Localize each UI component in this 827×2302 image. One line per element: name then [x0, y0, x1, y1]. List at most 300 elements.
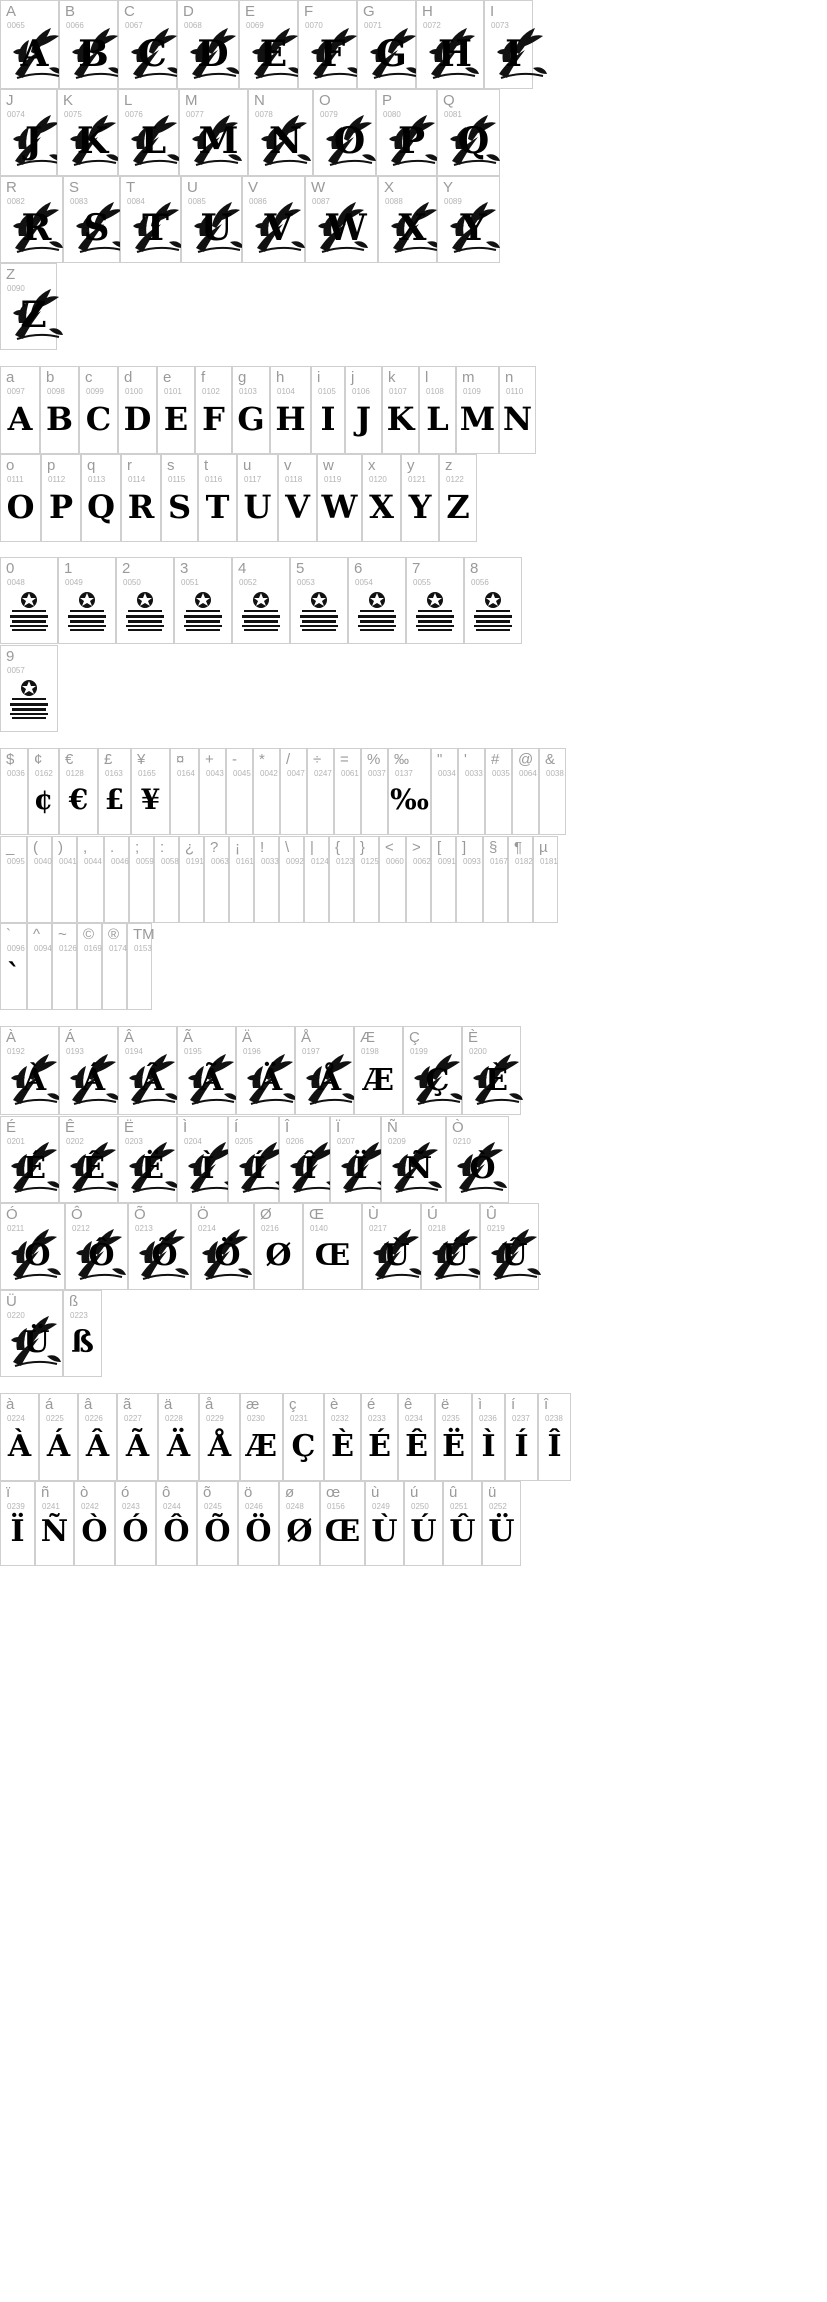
glyph-code: 0067 [125, 21, 143, 30]
glyph-cell-0098[interactable] [40, 366, 79, 454]
glyph-cell-0236[interactable] [472, 1393, 505, 1481]
glyph-code: 0047 [287, 769, 305, 778]
glyph-label: X [384, 179, 395, 196]
glyph-code: 0122 [446, 475, 464, 484]
glyph-cell-0231[interactable] [283, 1393, 324, 1481]
glyph-preview: Ä [258, 1063, 283, 1098]
glyph-cell-0048[interactable] [0, 557, 58, 644]
glyph-label: V [248, 179, 259, 196]
glyph-label: Ë [124, 1119, 135, 1136]
glyph-cell-0205[interactable] [228, 1116, 279, 1203]
glyph-code: 0182 [515, 857, 533, 866]
glyph-preview: O [6, 488, 35, 526]
glyph-cell-0161[interactable] [229, 836, 254, 923]
glyph-cell-0229[interactable] [199, 1393, 240, 1481]
glyph-cell-0232[interactable] [324, 1393, 361, 1481]
glyph-preview: ‰ [390, 783, 429, 816]
glyph-cell-0096[interactable] [0, 923, 27, 1010]
glyph-cell-0199[interactable] [403, 1026, 462, 1115]
glyph-cell-0181[interactable] [533, 836, 558, 923]
glyph-cell-0212[interactable] [65, 1203, 128, 1290]
glyph-cell-0234[interactable] [398, 1393, 435, 1481]
glyph-label: ¿ [185, 839, 195, 856]
glyph-code: 0124 [311, 857, 329, 866]
glyph-preview: J [355, 400, 372, 438]
glyph-cell-0219[interactable] [480, 1203, 539, 1290]
glyph-cell-0126[interactable] [52, 923, 77, 1010]
glyph-cell-0195[interactable] [177, 1026, 236, 1115]
glyph-cell-0252[interactable] [482, 1481, 521, 1566]
glyph-cell-0099[interactable] [79, 366, 118, 454]
glyph-label: ! [260, 839, 265, 856]
glyph-cell-0228[interactable] [158, 1393, 199, 1481]
glyph-cell-0033[interactable] [254, 836, 279, 923]
glyph-cell-0063[interactable] [204, 836, 229, 923]
glyph-cell-0064[interactable] [512, 748, 539, 835]
glyph-cell-0109[interactable] [456, 366, 499, 454]
glyph-label: ‰ [394, 751, 409, 768]
glyph-code: 0234 [405, 1414, 423, 1423]
glyph-label: = [340, 751, 349, 768]
glyph-label: i [317, 369, 321, 386]
glyph-preview: À [7, 1429, 32, 1464]
glyph-cell-0043[interactable] [199, 748, 226, 835]
glyph-cell-0194[interactable] [118, 1026, 177, 1115]
glyph-code: 0075 [64, 110, 82, 119]
glyph-code: 0066 [66, 21, 84, 30]
glyph-code: 0112 [48, 475, 66, 484]
glyph-label: ® [108, 926, 120, 943]
glyph-cell-0213[interactable] [128, 1203, 191, 1290]
glyph-cell-0203[interactable] [118, 1116, 177, 1203]
glyph-preview: D [197, 33, 229, 75]
glyph-label: é [367, 1396, 376, 1413]
glyph-cell-0121[interactable] [401, 454, 439, 542]
glyph-cell-0056[interactable] [464, 557, 522, 644]
glyph-code: 0205 [235, 1137, 253, 1146]
glyph-preview: S [83, 207, 110, 249]
glyph-cell-0198[interactable] [354, 1026, 403, 1115]
glyph-preview: À [22, 1063, 47, 1098]
glyph-cell-0249[interactable] [365, 1481, 404, 1566]
glyph-code: 0045 [233, 769, 251, 778]
glyph-code: 0201 [7, 1137, 25, 1146]
glyph-code: 0046 [111, 857, 129, 866]
glyph-cell-0112[interactable] [41, 454, 81, 542]
glyph-preview: S [167, 488, 192, 526]
glyph-cell-0211[interactable] [0, 1203, 65, 1290]
glyph-cell-0107[interactable] [382, 366, 419, 454]
glyph-cell-0053[interactable] [290, 557, 348, 644]
glyph-cell-0125[interactable] [354, 836, 379, 923]
glyph-cell-0060[interactable] [379, 836, 406, 923]
glyph-cell-0087[interactable] [305, 176, 378, 263]
glyph-cell-0059[interactable] [129, 836, 154, 923]
glyph-label: " [437, 751, 443, 768]
glyph-cell-0162[interactable] [28, 748, 59, 835]
glyph-preview: E [163, 400, 189, 438]
glyph-cell-0097[interactable] [0, 366, 40, 454]
glyph-code: 0044 [84, 857, 102, 866]
glyph-cell-0052[interactable] [232, 557, 290, 644]
glyph-cell-0248[interactable] [279, 1481, 320, 1566]
glyph-cell-0067[interactable] [118, 0, 177, 89]
glyph-cell-0082[interactable] [0, 176, 63, 263]
glyph-preview: È [485, 1063, 508, 1098]
glyph-cell-0216[interactable] [254, 1203, 303, 1290]
glyph-code: 0118 [285, 475, 303, 484]
glyph-preview: Ø [286, 1514, 313, 1549]
glyph-preview: € [68, 783, 89, 816]
glyph-preview: Á [46, 1429, 71, 1464]
glyph-code: 0062 [413, 857, 431, 866]
glyph-cell-0046[interactable] [104, 836, 129, 923]
glyph-cell-0243[interactable] [115, 1481, 156, 1566]
glyph-cell-0066[interactable] [59, 0, 118, 89]
glyph-cell-0062[interactable] [406, 836, 431, 923]
glyph-preview: È [331, 1429, 354, 1464]
glyph-code: 0123 [336, 857, 354, 866]
glyph-label: 5 [296, 560, 305, 577]
glyph-code: 0213 [135, 1224, 153, 1233]
glyph-cell-0220[interactable] [0, 1290, 63, 1377]
glyph-code: 0236 [479, 1414, 497, 1423]
glyph-cell-0114[interactable] [121, 454, 161, 542]
glyph-cell-0241[interactable] [35, 1481, 74, 1566]
glyph-code: 0218 [428, 1224, 446, 1233]
glyph-cell-0047[interactable] [280, 748, 307, 835]
glyph-label: Â [124, 1029, 135, 1046]
glyph-label: x [368, 457, 376, 474]
glyph-cell-0061[interactable] [334, 748, 361, 835]
glyph-code: 0117 [244, 475, 262, 484]
glyph-cell-0093[interactable] [456, 836, 483, 923]
glyph-code: 0037 [368, 769, 386, 778]
glyph-cell-0226[interactable] [78, 1393, 117, 1481]
glyph-label: ø [285, 1484, 295, 1501]
glyph-label: Ü [6, 1293, 17, 1310]
glyph-cell-0110[interactable] [499, 366, 536, 454]
glyph-label: % [367, 751, 381, 768]
glyph-preview: Ê [405, 1429, 428, 1464]
glyph-cell-0054[interactable] [348, 557, 406, 644]
glyph-code: 0100 [125, 387, 143, 396]
glyph-cell-0045[interactable] [226, 748, 253, 835]
glyph-cell-0104[interactable] [270, 366, 311, 454]
glyph-code: 0119 [324, 475, 342, 484]
glyph-preview: Q [457, 120, 490, 162]
glyph-cell-0182[interactable] [508, 836, 533, 923]
glyph-cell-0108[interactable] [419, 366, 456, 454]
glyph-cell-0044[interactable] [77, 836, 104, 923]
glyph-cell-0204[interactable] [177, 1116, 228, 1203]
glyph-cell-0115[interactable] [161, 454, 198, 542]
glyph-cell-0092[interactable] [279, 836, 304, 923]
glyph-cell-0070[interactable] [298, 0, 357, 89]
glyph-preview [1, 679, 57, 723]
glyph-cell-0202[interactable] [59, 1116, 118, 1203]
glyph-code: 0101 [164, 387, 182, 396]
glyph-label: t [204, 457, 209, 474]
glyph-cell-0033[interactable] [458, 748, 485, 835]
glyph-label: Ñ [387, 1119, 398, 1136]
glyph-cell-0086[interactable] [242, 176, 305, 263]
glyph-cell-0100[interactable] [118, 366, 157, 454]
glyph-cell-0040[interactable] [27, 836, 52, 923]
glyph-cell-0084[interactable] [120, 176, 181, 263]
glyph-cell-0076[interactable] [118, 89, 179, 176]
glyph-cell-0223[interactable] [63, 1290, 102, 1377]
glyph-label: 6 [354, 560, 363, 577]
glyph-cell-0034[interactable] [431, 748, 458, 835]
glyph-code: 0195 [184, 1047, 202, 1056]
glyph-cell-0095[interactable] [0, 836, 27, 923]
glyph-preview: Ú [442, 1238, 469, 1273]
glyph-cell-0140[interactable] [303, 1203, 362, 1290]
glyph-cell-0237[interactable] [505, 1393, 538, 1481]
glyph-cell-0090[interactable] [0, 263, 57, 350]
glyph-label: Î [285, 1119, 290, 1136]
glyph-code: 0137 [395, 769, 413, 778]
glyph-code: 0230 [247, 1414, 265, 1423]
glyph-cell-0117[interactable] [237, 454, 278, 542]
glyph-label: O [319, 92, 331, 109]
glyph-cell-0120[interactable] [362, 454, 401, 542]
glyph-cell-0193[interactable] [59, 1026, 118, 1115]
glyph-label: } [360, 839, 366, 856]
glyph-code: 0246 [245, 1502, 263, 1511]
glyph-cell-0103[interactable] [232, 366, 270, 454]
glyph-cell-0201[interactable] [0, 1116, 59, 1203]
glyph-label: S [69, 179, 80, 196]
glyph-preview: P [397, 120, 426, 162]
glyph-cell-0210[interactable] [446, 1116, 509, 1203]
glyph-cell-0239[interactable] [0, 1481, 35, 1566]
glyph-label: 0 [6, 560, 15, 577]
glyph-preview: Ñ [404, 1151, 433, 1186]
glyph-cell-0123[interactable] [329, 836, 354, 923]
glyph-code: 0153 [134, 944, 152, 953]
glyph-cell-0049[interactable] [58, 557, 116, 644]
glyph-label: K [63, 92, 74, 109]
glyph-preview: Ë [442, 1429, 465, 1464]
glyph-cell-0156[interactable] [320, 1481, 365, 1566]
glyph-label: ¢ [34, 751, 43, 768]
glyph-cell-0091[interactable] [431, 836, 456, 923]
glyph-label: & [545, 751, 556, 768]
glyph-preview: Ê [82, 1151, 105, 1186]
glyph-cell-0113[interactable] [81, 454, 121, 542]
glyph-cell-0233[interactable] [361, 1393, 398, 1481]
glyph-label: | [310, 839, 314, 856]
glyph-code: 0163 [105, 769, 123, 778]
glyph-cell-0192[interactable] [0, 1026, 59, 1115]
glyph-cell-0069[interactable] [239, 0, 298, 89]
glyph-cell-0200[interactable] [462, 1026, 521, 1115]
glyph-preview: N [269, 120, 302, 162]
glyph-cell-0102[interactable] [195, 366, 232, 454]
glyph-cell-0083[interactable] [63, 176, 120, 263]
star-badge-icon [64, 591, 110, 635]
glyph-cell-0238[interactable] [538, 1393, 571, 1481]
glyph-label: @ [518, 751, 534, 768]
glyph-label: + [205, 751, 214, 768]
glyph-cell-0080[interactable] [376, 89, 437, 176]
glyph-code: 0089 [444, 197, 462, 206]
glyph-cell-0075[interactable] [57, 89, 118, 176]
glyph-cell-0041[interactable] [52, 836, 77, 923]
glyph-cell-0207[interactable] [330, 1116, 381, 1203]
glyph-preview: Ö [214, 1238, 241, 1273]
glyph-cell-0246[interactable] [238, 1481, 279, 1566]
glyph-label: ß [69, 1293, 79, 1310]
glyph-cell-0167[interactable] [483, 836, 508, 923]
glyph-cell-0235[interactable] [435, 1393, 472, 1481]
glyph-code: 0114 [128, 475, 146, 484]
glyph-preview: Û [501, 1238, 528, 1273]
glyph-cell-0073[interactable] [484, 0, 533, 89]
glyph-label: m [462, 369, 475, 386]
glyph-cell-0051[interactable] [174, 557, 232, 644]
glyph-cell-0068[interactable] [177, 0, 239, 89]
glyph-label: D [183, 3, 194, 20]
glyph-cell-0085[interactable] [181, 176, 242, 263]
glyph-label: í [511, 1396, 516, 1413]
glyph-cell-0250[interactable] [404, 1481, 443, 1566]
glyph-label: Ã [183, 1029, 194, 1046]
glyph-cell-0116[interactable] [198, 454, 237, 542]
glyph-cell-0094[interactable] [27, 923, 52, 1010]
glyph-cell-0244[interactable] [156, 1481, 197, 1566]
glyph-cell-0058[interactable] [154, 836, 179, 923]
glyph-cell-0037[interactable] [361, 748, 388, 835]
glyph-label: à [6, 1396, 15, 1413]
glyph-cell-0050[interactable] [116, 557, 174, 644]
glyph-preview: Ú [410, 1514, 437, 1549]
glyph-preview: C [85, 400, 112, 438]
star-badge-icon [296, 591, 342, 635]
glyph-cell-0242[interactable] [74, 1481, 115, 1566]
glyph-cell-0088[interactable] [378, 176, 437, 263]
glyph-preview: Y [460, 207, 487, 249]
glyph-cell-0218[interactable] [421, 1203, 480, 1290]
glyph-cell-0206[interactable] [279, 1116, 330, 1203]
glyph-cell-0122[interactable] [439, 454, 477, 542]
glyph-cell-0191[interactable] [179, 836, 204, 923]
glyph-cell-0074[interactable] [0, 89, 57, 176]
glyph-cell-0224[interactable] [0, 1393, 39, 1481]
glyph-cell-0079[interactable] [313, 89, 376, 176]
glyph-cell-0055[interactable] [406, 557, 464, 644]
glyph-cell-0106[interactable] [345, 366, 382, 454]
glyph-cell-0251[interactable] [443, 1481, 482, 1566]
glyph-preview: Z [446, 488, 470, 526]
glyph-label: â [84, 1396, 93, 1413]
glyph-cell-0247[interactable] [307, 748, 334, 835]
glyph-preview: Û [449, 1514, 476, 1549]
glyph-cell-0209[interactable] [381, 1116, 446, 1203]
glyph-cell-0065[interactable] [0, 0, 59, 89]
star-badge-icon [470, 591, 516, 635]
glyph-cell-0225[interactable] [39, 1393, 78, 1481]
glyph-cell-0072[interactable] [416, 0, 484, 89]
glyph-cell-0245[interactable] [197, 1481, 238, 1566]
glyph-code: 0093 [463, 857, 481, 866]
glyph-cell-0163[interactable] [98, 748, 131, 835]
glyph-cell-0124[interactable] [304, 836, 329, 923]
glyph-cell-0035[interactable] [485, 748, 512, 835]
glyph-cell-0214[interactable] [191, 1203, 254, 1290]
glyph-label: ó [121, 1484, 130, 1501]
glyph-label: g [238, 369, 247, 386]
glyph-preview: M [459, 400, 496, 438]
glyph-label: 7 [412, 560, 421, 577]
glyph-cell-0089[interactable] [437, 176, 500, 263]
glyph-code: 0080 [383, 110, 401, 119]
glyph-cell-0081[interactable] [437, 89, 500, 176]
glyph-cell-0137[interactable] [388, 748, 431, 835]
glyph-cell-0153[interactable] [127, 923, 155, 1010]
glyph-cell-0036[interactable] [0, 748, 28, 835]
glyph-cell-0197[interactable] [295, 1026, 354, 1115]
glyph-cell-0118[interactable] [278, 454, 317, 542]
glyph-preview: Ä [166, 1429, 191, 1464]
glyph-cell-0071[interactable] [357, 0, 416, 89]
glyph-label: Œ [309, 1206, 324, 1223]
glyph-label: p [47, 457, 56, 474]
glyph-code: 0169 [84, 944, 102, 953]
glyph-preview: R [127, 488, 155, 526]
glyph-preview: Ì [200, 1151, 215, 1186]
glyph-cell-0057[interactable] [0, 645, 58, 732]
glyph-cell-0128[interactable] [59, 748, 98, 835]
glyph-cell-0230[interactable] [240, 1393, 283, 1481]
glyph-cell-0078[interactable] [248, 89, 313, 176]
glyph-label: Ò [452, 1119, 464, 1136]
glyph-label: § [489, 839, 498, 856]
glyph-cell-0038[interactable] [539, 748, 566, 835]
glyph-cell-0165[interactable] [131, 748, 170, 835]
glyph-cell-0169[interactable] [77, 923, 102, 1010]
glyph-cell-0111[interactable] [0, 454, 41, 542]
glyph-label: Ô [71, 1206, 83, 1223]
glyph-code: 0058 [161, 857, 179, 866]
glyph-preview: V [264, 207, 293, 249]
glyph-cell-0077[interactable] [179, 89, 248, 176]
glyph-code: 0064 [519, 769, 537, 778]
glyph-cell-0227[interactable] [117, 1393, 158, 1481]
glyph-label: Ê [65, 1119, 76, 1136]
glyph-label: ? [210, 839, 219, 856]
glyph-label: ï [6, 1484, 11, 1501]
star-badge-icon [6, 679, 52, 723]
glyph-cell-0101[interactable] [157, 366, 195, 454]
glyph-cell-0174[interactable] [102, 923, 127, 1010]
glyph-cell-0042[interactable] [253, 748, 280, 835]
glyph-code: 0226 [85, 1414, 103, 1423]
glyph-code: 0227 [124, 1414, 142, 1423]
glyph-code: 0085 [188, 197, 206, 206]
glyph-cell-0196[interactable] [236, 1026, 295, 1115]
glyph-code: 0125 [361, 857, 379, 866]
glyph-cell-0105[interactable] [311, 366, 345, 454]
glyph-code: 0033 [261, 857, 279, 866]
glyph-cell-0119[interactable] [317, 454, 362, 542]
glyph-label: / [286, 751, 291, 768]
glyph-cell-0217[interactable] [362, 1203, 421, 1290]
glyph-label: # [491, 751, 500, 768]
glyph-cell-0164[interactable] [170, 748, 199, 835]
